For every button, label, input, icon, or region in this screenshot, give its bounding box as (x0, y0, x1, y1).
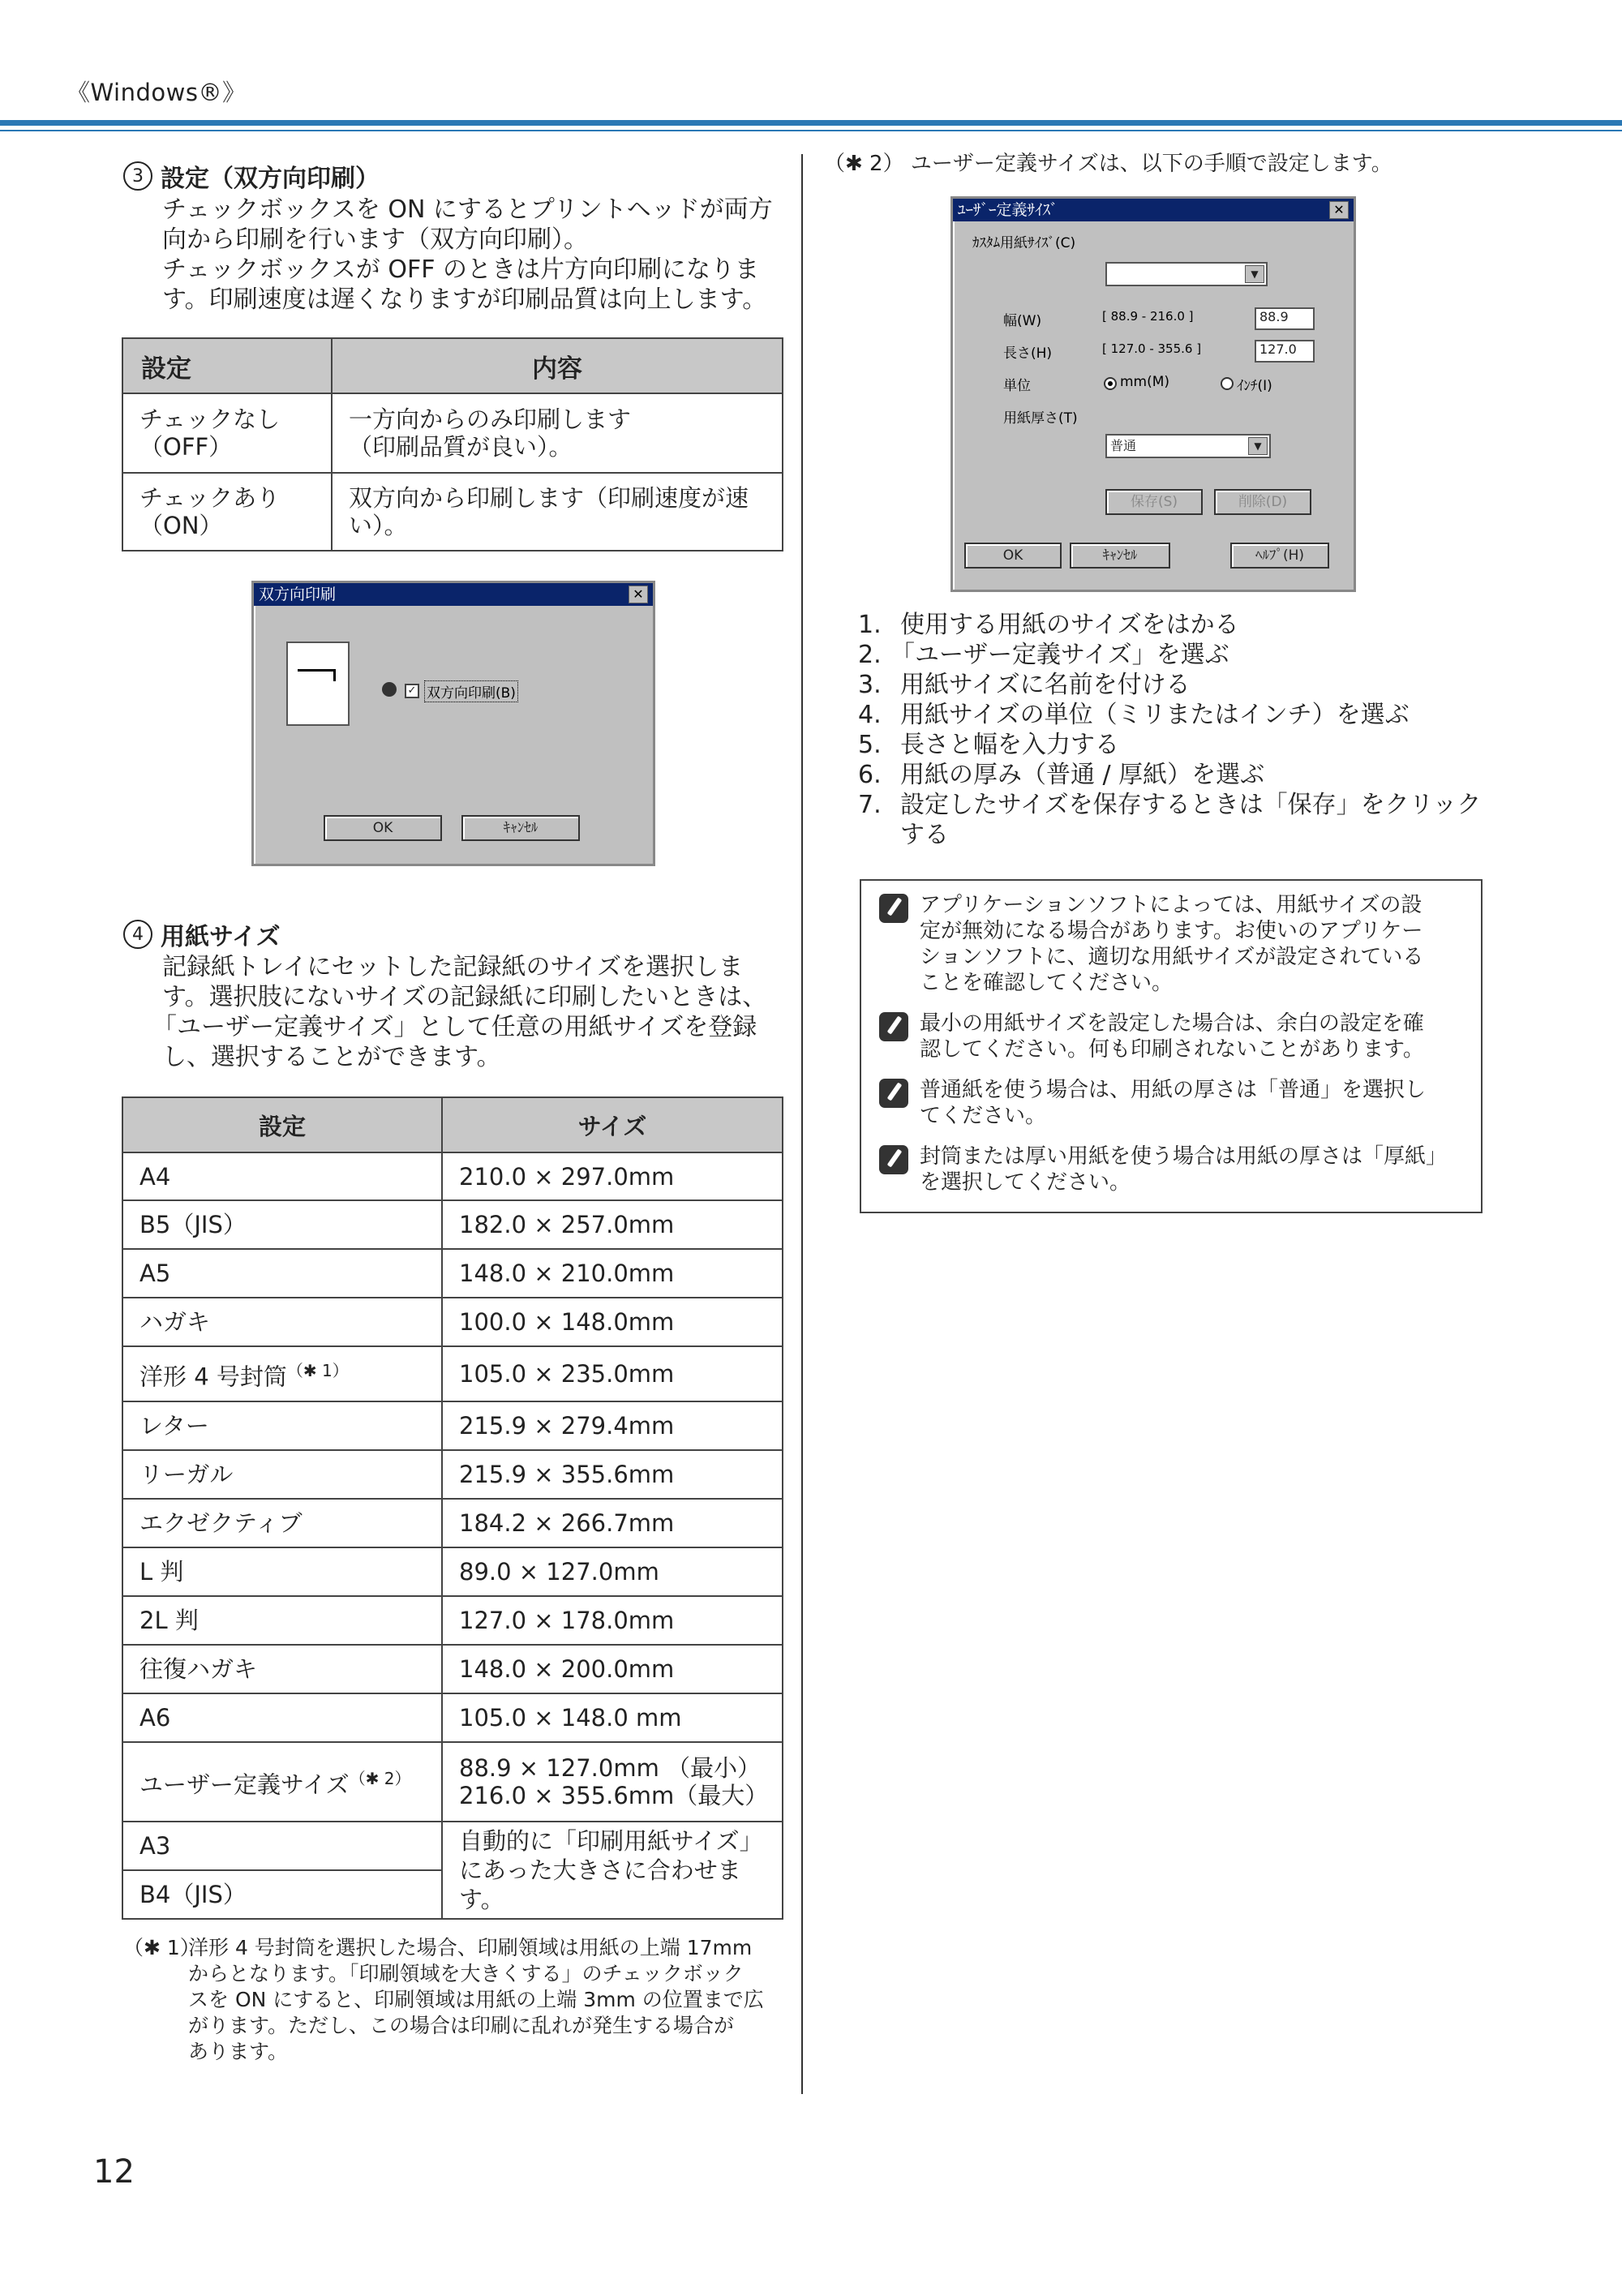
paper-preview (286, 642, 350, 726)
width-input[interactable]: 88.9 (1255, 307, 1315, 330)
body-line: 「ユーザー定義サイズ」として任意の用紙サイズを登録 (152, 1013, 757, 1041)
dialog-titlebar (953, 199, 1354, 221)
step-number: 3. (858, 671, 882, 699)
dialog-title: ﾕｰｻﾞｰ定義ｻｲｽﾞ (958, 201, 1058, 219)
footnote-1 (188, 1935, 788, 2065)
column-divider (801, 154, 803, 2094)
cell-size: 215.9 × 355.6mm (442, 1450, 783, 1499)
bidirectional-checkbox[interactable]: ✓ (405, 684, 419, 698)
cell-setting: A3 (122, 1822, 442, 1870)
cell-setting: 2L 判 (122, 1596, 442, 1645)
col-header-setting: 設定 (122, 1097, 442, 1152)
note-text: アプリケーションソフトによっては、用紙サイズの設 定が無効になる場合があります。お使いのアプリケー ションソフトに、適切な用紙サイズが設定されている ことを確認してください。 (920, 893, 1424, 995)
section-4-heading (123, 916, 281, 952)
cell-setting (122, 1346, 442, 1401)
body-line: 向から印刷を行います（双方向印刷）。 (162, 225, 588, 254)
custom-size-select[interactable] (1105, 262, 1268, 286)
cell-setting: L 判 (122, 1547, 442, 1596)
table-header-row (122, 338, 783, 393)
step-number: 6. (858, 761, 882, 789)
body-line: チェックボックスを ON にするとプリントヘッドが両方 (162, 195, 773, 224)
thickness-value: 普通 (1110, 438, 1137, 453)
col-header-content: 内容 (332, 338, 783, 393)
unit-inch-radio[interactable] (1221, 377, 1234, 390)
table-row (122, 473, 783, 551)
page-header-label: 《Windows®》 (67, 79, 247, 106)
header-rule-thin (0, 130, 1622, 131)
note-item (879, 1011, 1463, 1062)
table-row (122, 1346, 783, 1401)
cell-setting: A5 (122, 1249, 442, 1298)
paper-size-table (122, 1097, 783, 1920)
table-row (122, 1249, 783, 1298)
table-row (122, 1547, 783, 1596)
list-item (858, 640, 1588, 670)
note-item (879, 892, 1463, 996)
footnote-ref-2: （✱ 2） (349, 1769, 411, 1789)
cell-size: 148.0 × 200.0mm (442, 1645, 783, 1693)
cell-setting: B4（JIS） (122, 1870, 442, 1919)
return-arrow-icon (298, 669, 336, 681)
bidirectional-table (122, 337, 783, 551)
ok-button[interactable]: OK (324, 815, 442, 841)
footnote-line: スを ON にすると、印刷領域は用紙の上端 3mm の位置まで広 (188, 1988, 764, 2011)
step-text: 長さと幅を入力する (900, 731, 1119, 759)
table-row (122, 1200, 783, 1249)
table-row (122, 1596, 783, 1645)
section-4-body (152, 952, 795, 1072)
cell-setting: A4 (122, 1152, 442, 1200)
table-row (122, 1152, 783, 1200)
info-icon (382, 682, 397, 697)
thickness-label: 用紙厚さ(T) (1003, 410, 1078, 427)
body-line: し、選択することができます。 (162, 1043, 501, 1071)
cell-size: 105.0 × 235.0mm (442, 1346, 783, 1401)
delete-button[interactable]: 削除(D) (1214, 489, 1311, 515)
col-header-size: サイズ (442, 1097, 783, 1152)
step-number: 4. (858, 701, 882, 729)
footnote-line: がります。ただし、この場合は印刷に乱れが発生する場合が (188, 2014, 735, 2037)
setup-steps-list (858, 610, 1588, 850)
step-text: 設定したサイズを保存するときは「保存」をクリック する (900, 791, 1482, 849)
notes-box (860, 879, 1483, 1213)
cell-setting: チェックなし （OFF） (122, 393, 332, 473)
step-number: 2. (858, 641, 882, 669)
width-label: 幅(W) (1003, 313, 1042, 329)
chevron-down-icon: ▼ (1248, 437, 1268, 455)
cell-size: 自動的に「印刷用紙サイズ」 にあった大きさに合わせま す。 (442, 1822, 783, 1919)
body-line: 記録紙トレイにセットした記録紙のサイズを選択しま (162, 953, 744, 981)
section-3-title: 設定（双方向印刷） (161, 165, 380, 193)
memo-icon (879, 1145, 908, 1174)
cell-size: 184.2 × 266.7mm (442, 1499, 783, 1547)
col-header-setting: 設定 (122, 338, 332, 393)
footnote-2-mark: （✱ 2） (824, 152, 904, 176)
cell-content: 一方向からのみ印刷します （印刷品質が良い）。 (332, 393, 783, 473)
cell-size: 88.9 × 127.0mm （最小） 216.0 × 355.6mm（最大） (442, 1742, 783, 1822)
length-label: 長さ(H) (1003, 345, 1053, 362)
close-icon[interactable]: ✕ (1329, 201, 1349, 219)
step-number: 7. (858, 791, 882, 819)
ok-button[interactable]: OK (964, 543, 1062, 569)
note-item (879, 1144, 1463, 1195)
cell-setting: エクゼクティブ (122, 1499, 442, 1547)
note-2-intro (824, 151, 1392, 177)
cell-size: 100.0 × 148.0mm (442, 1298, 783, 1346)
thickness-select[interactable] (1105, 434, 1271, 458)
cancel-button[interactable]: ｷｬﾝｾﾙ (461, 815, 580, 841)
step-number: 5. (858, 731, 882, 759)
cell-size: 127.0 × 178.0mm (442, 1596, 783, 1645)
table-row (122, 1401, 783, 1450)
cell-size: 148.0 × 210.0mm (442, 1249, 783, 1298)
list-item (858, 610, 1588, 640)
table-row (122, 1822, 783, 1870)
table-header-row (122, 1097, 783, 1152)
cell-size: 89.0 × 127.0mm (442, 1547, 783, 1596)
table-row (122, 1450, 783, 1499)
cell-setting (122, 1742, 442, 1822)
length-input[interactable]: 127.0 (1255, 340, 1315, 363)
step-text: 「ユーザー定義サイズ」を選ぶ (890, 641, 1229, 669)
cell-setting: A6 (122, 1693, 442, 1742)
cell-setting-text: ユーザー定義サイズ (139, 1770, 350, 1799)
custom-size-label: ｶｽﾀﾑ用紙ｻｲｽﾞ(C) (972, 235, 1076, 251)
unit-inch-label: ｲﾝﾁ(I) (1237, 378, 1272, 394)
close-icon[interactable]: ✕ (629, 586, 648, 603)
list-item (858, 760, 1588, 790)
cell-setting: レター (122, 1401, 442, 1450)
footnote-1-mark: （✱ 1） (123, 1936, 200, 1959)
cell-size: 215.9 × 279.4mm (442, 1401, 783, 1450)
table-row (122, 1693, 783, 1742)
section-3-number: 3 (123, 161, 152, 191)
body-line: す。選択肢にないサイズの記録紙に印刷したいときは、 (162, 983, 767, 1011)
footnote-line: からとなります。「印刷領域を大きくする」のチェックボック (188, 1962, 744, 1985)
footnote-line: 洋形 4 号封筒を選択した場合、印刷領域は用紙の上端 17mm (188, 1936, 753, 1959)
list-item (858, 730, 1588, 760)
cell-setting-text: 洋形 4 号封筒 (139, 1363, 287, 1391)
cell-setting: B5（JIS） (122, 1200, 442, 1249)
body-line: チェックボックスが OFF のときは片方向印刷になりま (162, 255, 759, 284)
header-rule-thick (0, 120, 1622, 126)
dialog-titlebar (254, 583, 653, 606)
footnote-line: あります。 (188, 2040, 289, 2063)
memo-icon (879, 1079, 908, 1108)
help-button[interactable]: ﾍﾙﾌﾟ(H) (1230, 543, 1329, 569)
step-number: 1. (858, 611, 882, 639)
memo-icon (879, 1012, 908, 1041)
user-size-dialog (950, 196, 1356, 592)
cell-content: 双方向から印刷します（印刷速度が速 い）。 (332, 473, 783, 551)
bidirectional-dialog (251, 581, 655, 866)
list-item (858, 670, 1588, 700)
cell-size: 182.0 × 257.0mm (442, 1200, 783, 1249)
step-text: 用紙の厚み（普通 / 厚紙）を選ぶ (900, 761, 1265, 789)
page-number: 12 (93, 2153, 135, 2191)
table-row (122, 1742, 783, 1822)
table-row (122, 1499, 783, 1547)
unit-mm-radio[interactable] (1104, 377, 1117, 390)
memo-icon (879, 894, 908, 923)
width-range: [ 88.9 - 216.0 ] (1102, 309, 1194, 324)
cell-size: 105.0 × 148.0 mm (442, 1693, 783, 1742)
table-row (122, 1298, 783, 1346)
save-button[interactable]: 保存(S) (1105, 489, 1203, 515)
note-text: 普通紙を使う場合は、用紙の厚さは「普通」を選択し てください。 (920, 1078, 1427, 1128)
cell-setting: リーガル (122, 1450, 442, 1499)
cell-size: 210.0 × 297.0mm (442, 1152, 783, 1200)
step-text: 用紙サイズの単位（ミリまたはインチ）を選ぶ (900, 701, 1410, 729)
dialog-title: 双方向印刷 (259, 586, 337, 603)
length-range: [ 127.0 - 355.6 ] (1102, 341, 1202, 356)
list-item (858, 700, 1588, 730)
cell-setting: 往復ハガキ (122, 1645, 442, 1693)
section-4-number: 4 (123, 920, 152, 949)
note-text: 最小の用紙サイズを設定した場合は、余白の設定を確 認してください。何も印刷されないことがあります。 (920, 1011, 1424, 1062)
radio-dot (1108, 381, 1113, 386)
cancel-button[interactable]: ｷｬﾝｾﾙ (1070, 543, 1170, 569)
section-4-title: 用紙サイズ (161, 923, 281, 951)
body-line: す。印刷速度は遅くなりますが印刷品質は向上します。 (162, 285, 767, 314)
table-row (122, 393, 783, 473)
step-text: 使用する用紙のサイズをはかる (900, 611, 1239, 639)
unit-label: 単位 (1003, 378, 1031, 394)
footnote-ref-1: （✱ 1） (286, 1361, 349, 1381)
note-2-text: ユーザー定義サイズは、以下の手順で設定します。 (910, 152, 1392, 176)
section-3-heading (123, 158, 380, 194)
section-3-body (162, 195, 795, 315)
table-row (122, 1645, 783, 1693)
chevron-down-icon: ▼ (1245, 265, 1264, 283)
list-item (858, 790, 1588, 850)
note-item (879, 1077, 1463, 1129)
cell-setting: ハガキ (122, 1298, 442, 1346)
note-text: 封筒または厚い用紙を使う場合は用紙の厚さは「厚紙」 を選択してください。 (920, 1144, 1448, 1195)
checkbox-label: 双方向印刷(B) (424, 680, 518, 702)
cell-setting: チェックあり （ON） (122, 473, 332, 551)
unit-mm-label: mm(M) (1120, 374, 1170, 390)
step-text: 用紙サイズに名前を付ける (900, 671, 1191, 699)
